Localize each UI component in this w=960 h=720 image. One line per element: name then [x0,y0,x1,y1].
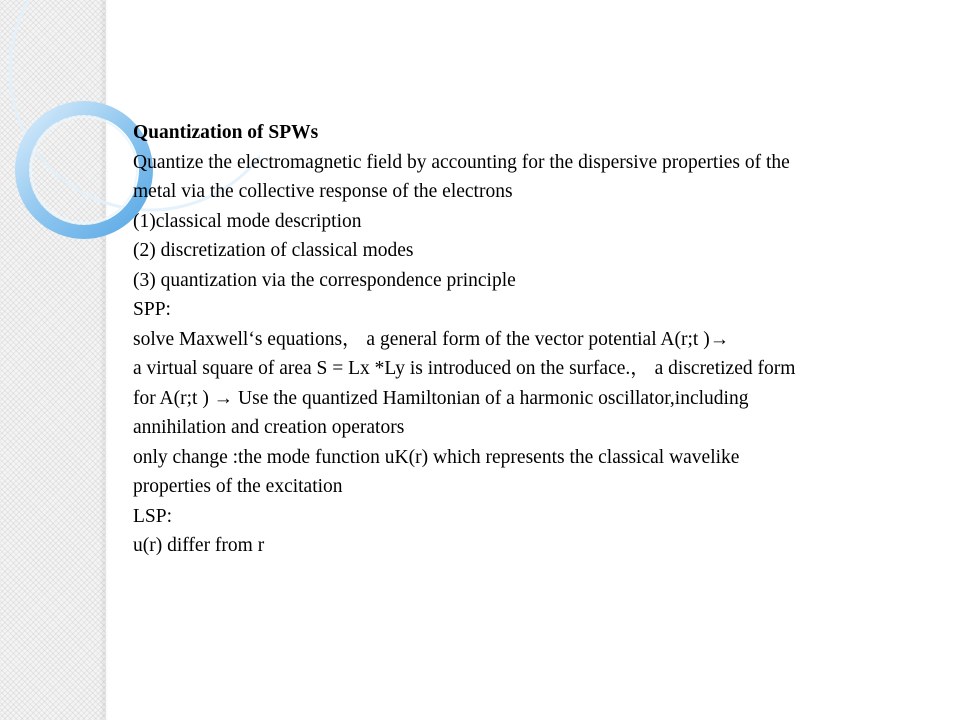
slide-body [133,118,948,561]
body-line: SPP: [133,299,171,320]
body-line: (3) quantization via the correspondence principle [133,269,516,291]
slide-title: Quantization of SPWs [133,122,319,143]
body-line: properties of the excitation [133,476,343,497]
body-line: (2) discretization of classical modes [133,240,414,261]
body-line: only change :the mode function uK(r) which represents the classical wavelike [133,446,740,468]
body-line: for A(r;t ) → Use the quantized Hamiltonian of a harmonic oscillator,including [133,387,749,409]
body-line: annihilation and creation operators [133,417,405,438]
body-line: Quantize the electromagnetic field by accounting for the dispersive properties of the [133,151,790,173]
inner-ring [31,117,137,223]
body-line: metal via the collective response of the electrons [133,181,513,202]
body-line: (1)classical mode description [133,210,362,232]
main-ring [22,108,146,232]
body-line: a virtual square of area S = Lx *Ly is introduced on the surface.， a discretized form [133,358,796,379]
body-line: solve Maxwell‘s equations， a general form of the vector potential A(r;t )→ [133,328,730,350]
body-line: u(r) differ from r [133,535,265,556]
body-line: LSP: [133,505,173,527]
